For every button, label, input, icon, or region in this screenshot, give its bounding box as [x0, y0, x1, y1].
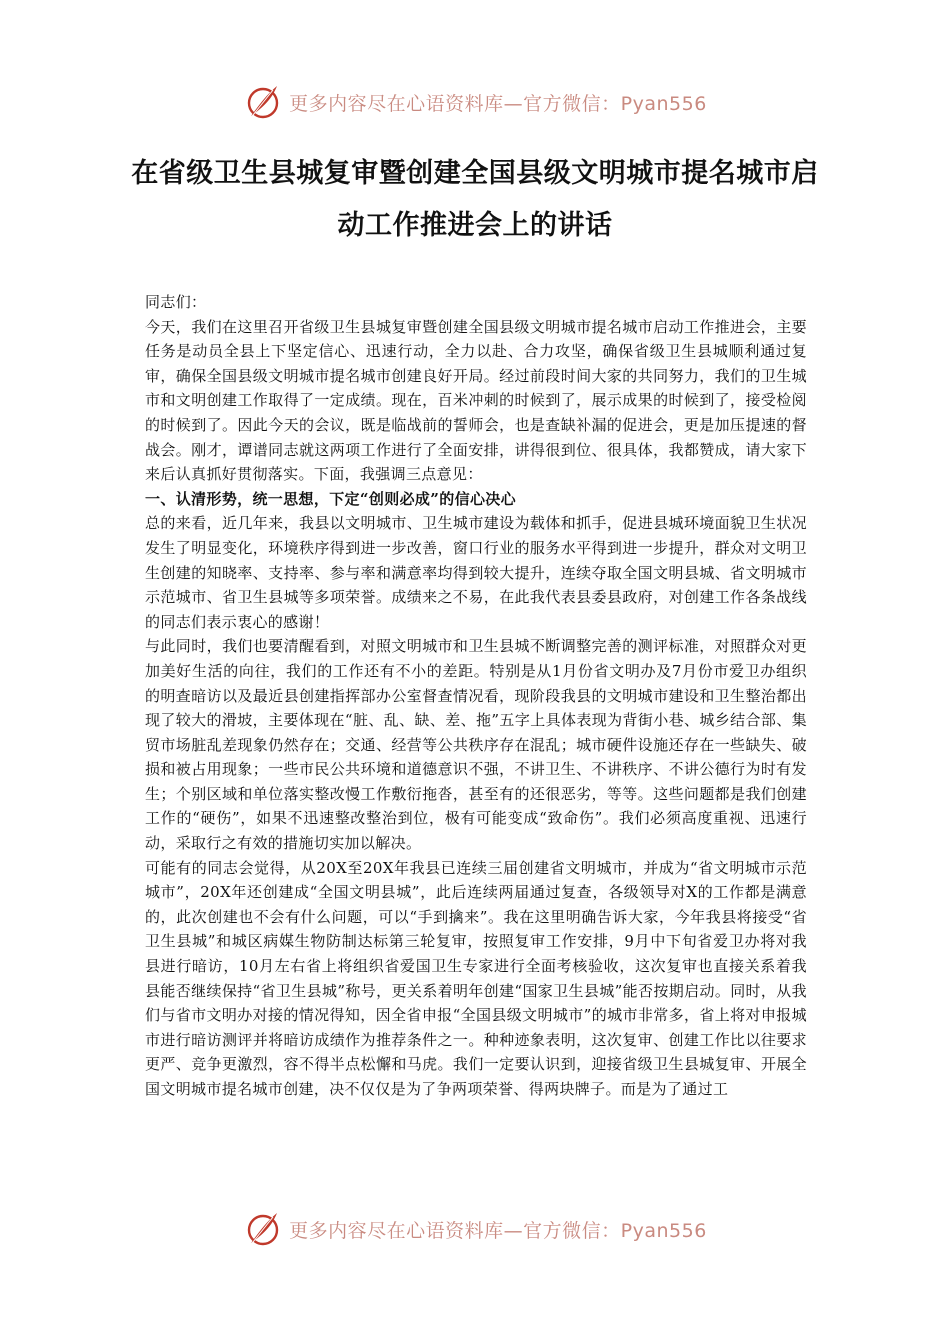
paragraph: 总的来看，近几年来，我县以文明城市、卫生城市建设为载体和抓手，促进县城环境面貌卫生状况发生了明显变化，环境秩序得到进一步改善，窗口行业的服务水平得到进一步提升，群众对文明卫生创建的知晓率、支持率、参与率和满意率均得到较大提升，连续夺取全国文明县城、省文明城市示范城市、省卫生县城等多项荣誉。成绩来之不易，在此我代表县委县政府，对创建工作各条战线的同志们表示衷心的感谢！: [145, 514, 807, 631]
document-body: [145, 290, 807, 1102]
paragraph: 可能有的同志会觉得，从20X至20X年我县已连续三届创建省文明城市，并成为“省文明城市示范城市”，20X年还创建成“全国文明县城”，此后连续两届通过复查，各级领导对X的工作都是满意的，此次创建也不会有什么问题，可以“手到擒来”。我在这里明确告诉大家，今年我县将接受“省卫生县城”和城区病媒生物防制达标第三轮复审，按照复审工作安排，9月中下旬省爱卫办将对我县进行暗访，10月左右省上将组织省爱国卫生专家进行全面考核验收，这次复审也直接关系着我县能否继续保持“省卫生县城”称号，更关系着明年创建“国家卫生县城”能否按期启动。同时，从我们与省市文明办对接的情况得知，因全省申报“全国县级文明城市”的城市非常多，省上将对申报城市进行暗访测评并将暗访成绩作为推荐条件之一。种种迹象表明，这次复审、创建工作比以往要求更严、竞争更激烈，容不得半点松懈和马虎。我们一定要认识到，迎接省级卫生县城复审、开展全国文明城市提名城市创建，决不仅仅是为了争两项荣誉、得两块牌子。而是为了通过工: [145, 858, 807, 1098]
footer-banner: [0, 1207, 950, 1251]
feather-pen-circle-icon: [243, 1209, 283, 1249]
document-title: 在省级卫生县城复审暨创建全国县级文明城市提名城市启动工作推进会上的讲话: [131, 158, 819, 241]
header-banner: [0, 80, 950, 124]
intro-paragraph: 今天，我们在这里召开省级卫生县城复审暨创建全国县级文明城市提名城市启动工作推进会，主要任务是动员全县上下坚定信心、迅速行动，全力以赴、合力攻坚，确保省级卫生县城顺利通过复审，确保全国县级文明城市提名城市创建良好开局。经过前段时间大家的共同努力，我们的卫生城市和文明创建工作取得了一定成绩。现在，百米冲刺的时候到了，展示成果的时候到了，接受检阅的时候到了。因此今天的会议，既是临战前的誓师会，也是查缺补漏的促进会，更是加压提速的督战会。刚才，谭谱同志就这两项工作进行了全面安排，讲得很到位、很具体，我都赞成，请大家下来后认真抓好贯彻落实。下面，我强调三点意见：: [145, 317, 807, 484]
paragraph: 与此同时，我们也要清醒看到，对照文明城市和卫生县城不断调整完善的测评标准，对照群众对更加美好生活的向往，我们的工作还有不小的差距。特别是从1月份省文明办及7月份市爱卫办组织的明查暗访以及最近县创建指挥部办公室督查情况看，现阶段我县的文明城市建设和卫生整治都出现了较大的滑坡，主要体现在“脏、乱、缺、差、拖”五字上具体表现为背街小巷、城乡结合部、集贸市场脏乱差现象仍然存在；交通、经营等公共秩序存在混乱；城市硬件设施还存在一些缺失、破损和被占用现象；一些市民公共环境和道德意识不强，不讲卫生、不讲秩序、不讲公德行为时有发生；个别区域和单位落实整改慢工作敷衍拖沓，甚至有的还很恶劣，等等。这些问题都是我们创建工作的“硬伤”，如果不迅速整改整治到位，极有可能变成“致命伤”。我们必须高度重视、迅速行动，采取行之有效的措施切实加以解决。: [145, 637, 807, 853]
salutation: 同志们：: [145, 293, 207, 311]
banner-text: 更多内容尽在心语资料库—官方微信：Pyan556: [289, 1219, 707, 1242]
feather-pen-circle-icon: [243, 82, 283, 122]
section-heading-1: 一、认清形势，统一思想，下定“创则必成”的信心决心: [145, 489, 517, 508]
banner-text: 更多内容尽在心语资料库—官方微信：Pyan556: [289, 92, 707, 115]
